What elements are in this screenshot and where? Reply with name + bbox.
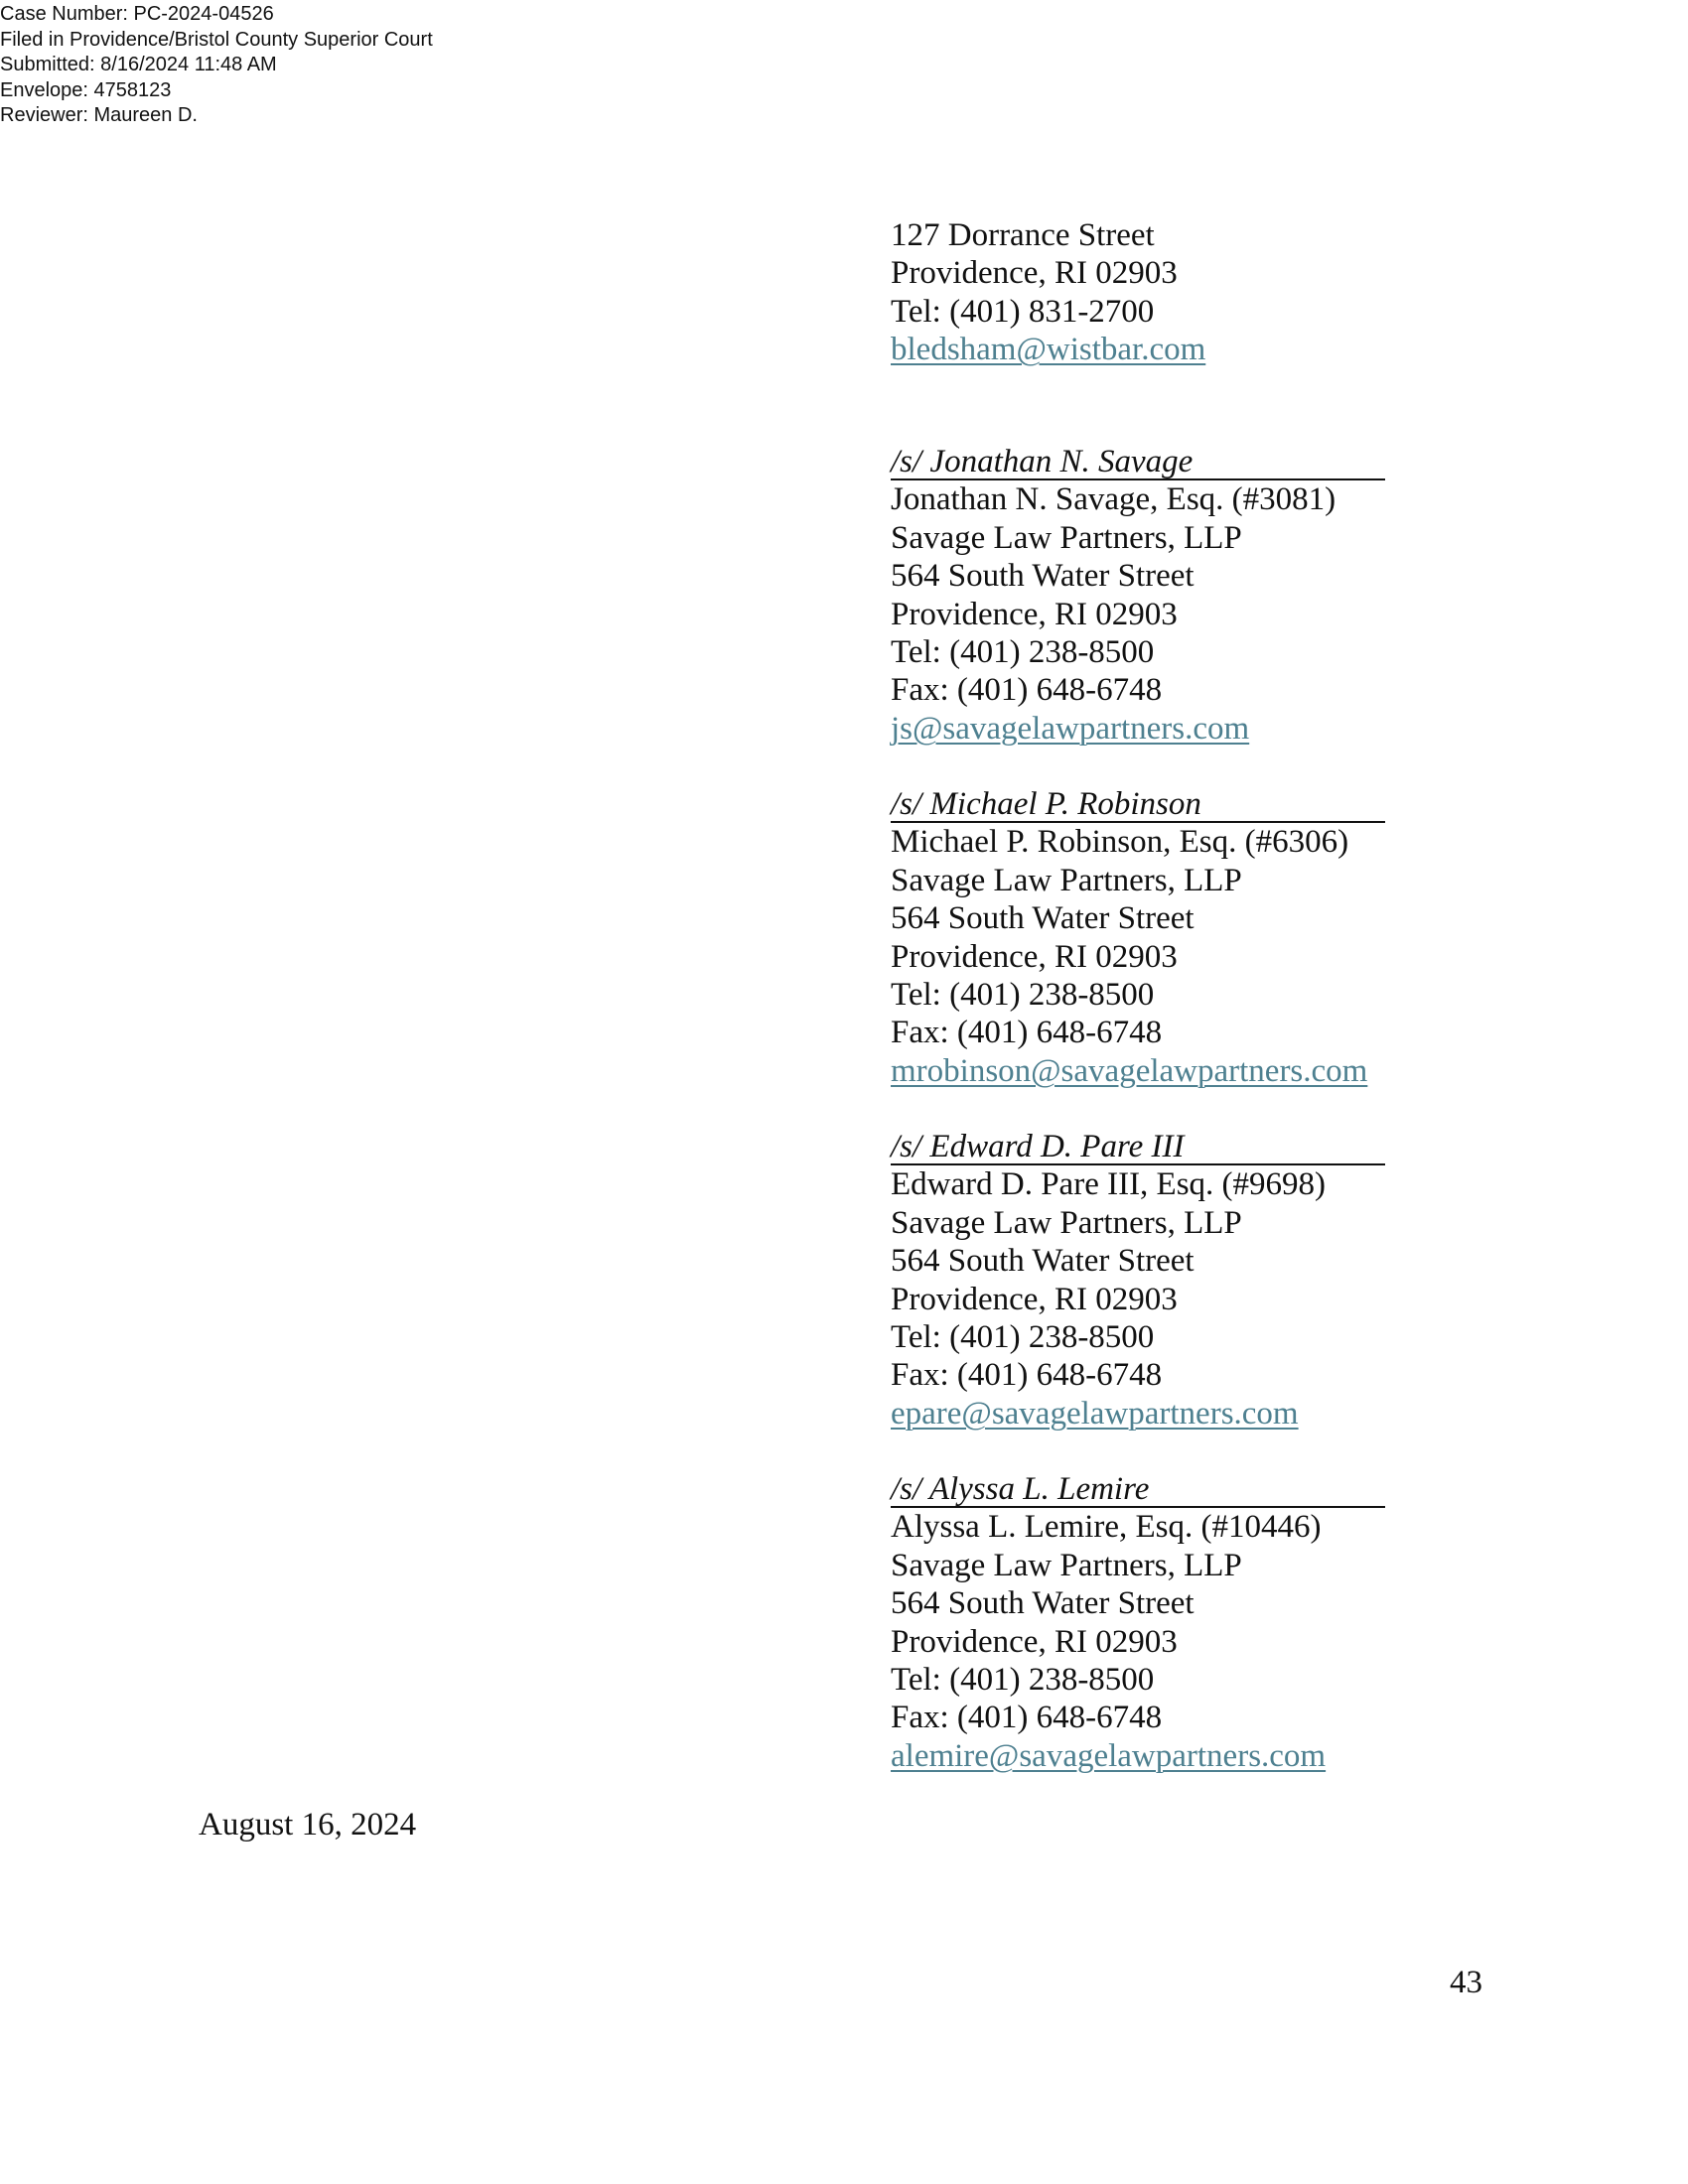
address-street: 564 South Water Street [891,1585,1195,1622]
submitted-timestamp: Submitted: 8/16/2024 11:48 AM [0,54,277,75]
signature-line: /s/ Alyssa L. Lemire [891,1470,1385,1508]
signature-block-pare [891,1128,1586,1433]
address-city: Providence, RI 02903 [891,1281,1178,1317]
attorney-name: Jonathan N. Savage, Esq. (#3081) [891,481,1336,518]
address-fax: Fax: (401) 648-6748 [891,1015,1163,1051]
attorney-name: Edward D. Pare III, Esq. (#9698) [891,1166,1327,1203]
filing-stamp [0,2,433,129]
document-date: August 16, 2024 [199,1807,417,1843]
firm-name: Savage Law Partners, LLP [891,519,1242,556]
email-link[interactable]: mrobinson@savagelawpartners.com [891,1052,1368,1089]
email-link[interactable]: epare@savagelawpartners.com [891,1395,1299,1432]
address-street: 564 South Water Street [891,558,1195,595]
email-link[interactable]: alemire@savagelawpartners.com [891,1737,1327,1774]
filed-in-court: Filed in Providence/Bristol County Superior Court [0,28,433,51]
address-fax: Fax: (401) 648-6748 [891,1700,1163,1736]
firm-name: Savage Law Partners, LLP [891,1547,1242,1583]
signature-line: /s/ Jonathan N. Savage [891,443,1385,480]
address-city: Providence, RI 02903 [891,596,1178,632]
address-street: 564 South Water Street [891,1243,1195,1280]
address-tel: Tel: (401) 238-8500 [891,633,1155,670]
address-tel: Tel: (401) 238-8500 [891,1661,1155,1698]
signature-line: /s/ Michael P. Robinson [891,785,1385,823]
address-tel: Tel: (401) 831-2700 [891,293,1155,330]
attorney-name: Alyssa L. Lemire, Esq. (#10446) [891,1509,1322,1546]
address-street: 127 Dorrance Street [891,217,1155,253]
address-tel: Tel: (401) 238-8500 [891,976,1155,1013]
signature-block-robinson [891,785,1586,1090]
signature-line: /s/ Edward D. Pare III [891,1128,1385,1165]
continued-address-block [891,216,1586,369]
address-fax: Fax: (401) 648-6748 [891,1357,1163,1394]
address-fax: Fax: (401) 648-6748 [891,672,1163,709]
case-number: Case Number: PC-2024-04526 [0,3,274,25]
email-link[interactable]: js@savagelawpartners.com [891,710,1250,747]
envelope-number: Envelope: 4758123 [0,78,172,101]
reviewer-name: Reviewer: Maureen D. [0,104,198,126]
attorney-name: Michael P. Robinson, Esq. (#6306) [891,824,1349,861]
signature-block-lemire [891,1470,1586,1775]
firm-name: Savage Law Partners, LLP [891,862,1242,898]
page-number: 43 [1450,1965,1482,2000]
address-city: Providence, RI 02903 [891,1623,1178,1660]
address-city: Providence, RI 02903 [891,255,1178,292]
address-tel: Tel: (401) 238-8500 [891,1318,1155,1355]
address-city: Providence, RI 02903 [891,938,1178,975]
email-link[interactable]: bledsham@wistbar.com [891,332,1206,368]
firm-name: Savage Law Partners, LLP [891,1204,1242,1241]
signature-block-savage [891,443,1586,748]
address-street: 564 South Water Street [891,900,1195,937]
